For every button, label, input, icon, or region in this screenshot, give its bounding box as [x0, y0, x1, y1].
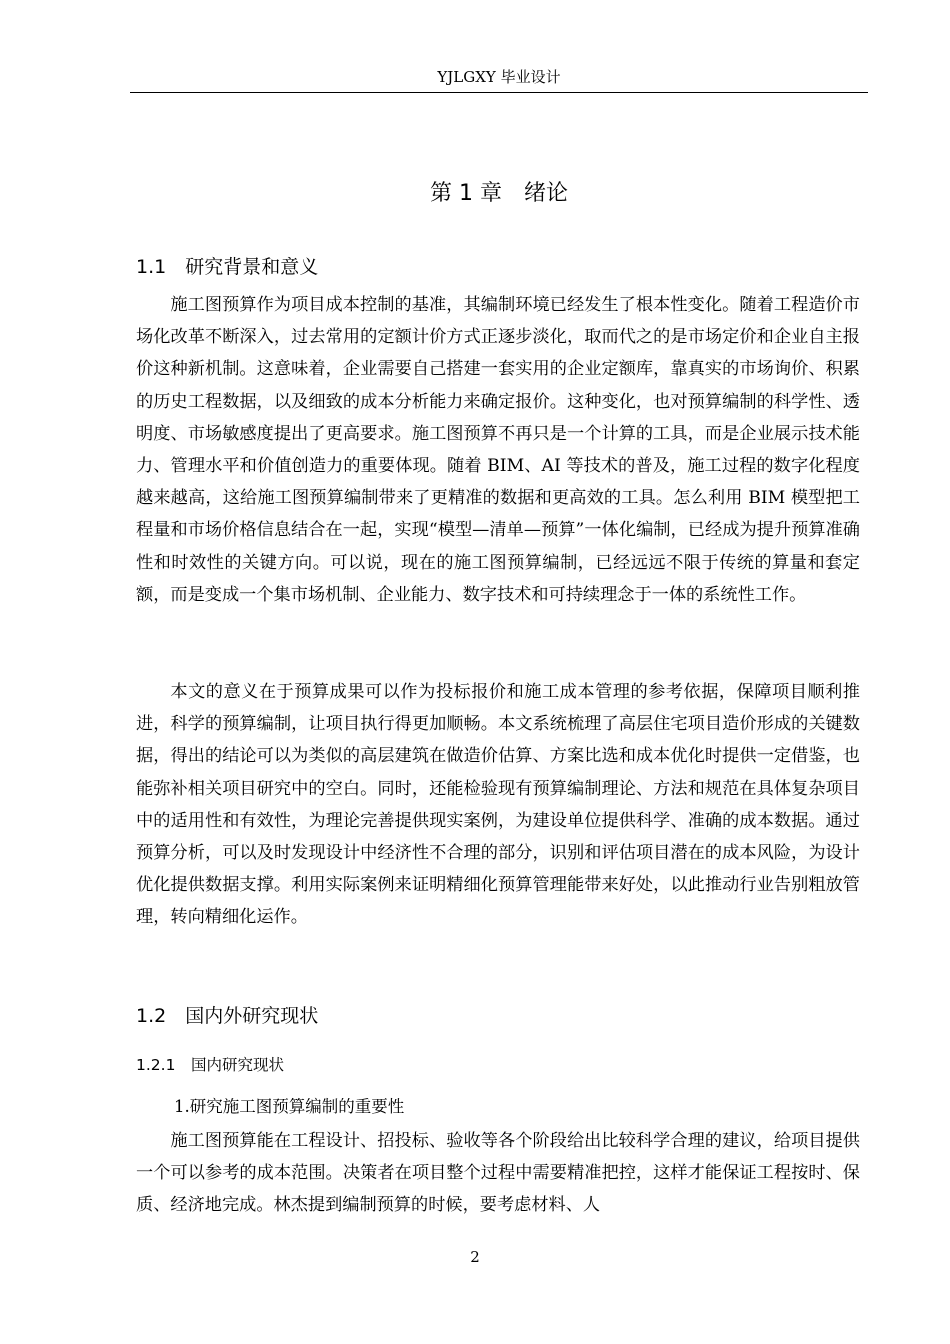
section-heading-1-2: 1.2 国内外研究现状: [136, 1005, 319, 1027]
numbered-subhead: 1.研究施工图预算编制的重要性: [174, 1097, 405, 1116]
chapter-title: 第 1 章 绪论: [430, 181, 568, 206]
page-number: 2: [470, 1248, 480, 1266]
header-text: YJLGXY 毕业设计: [437, 68, 561, 86]
paragraph-background: 施工图预算作为项目成本控制的基准，其编制环境已经发生了根本性变化。随着工程造价市场化改革不断深入，过去常用的定额计价方式正逐步淡化，取而代之的是市场定价和企业自主报价这种新机制。这意味着，企业需要自己搭建一套实用的企业定额库，靠真实的市场询价、积累的历史工程数据，以及细致的成本分析能力来确定报价。这种变化，也对预算编制的科学性、透明度、市场敏感度提出了更高要求。施工图预算不再只是一个计算的工具，而是企业展示技术能力、管理水平和价值创造力的重要体现。随着 BIM、AI 等技术的普及，施工过程的数字化程度越来越高，这给施工图预算编制带来了更精准的数据和更高效的工具。怎么利用 BIM 模型把工程量和市场价格信息结合在一起，实现“模型—清单—预算”一体化编制，已经成为提升预算准确性和时效性的关键方向。可以说，现在的施工图预算编制，已经远远不限于传统的算量和套定额，而是变成一个集市场机制、企业能力、数字技术和可持续理念于一体的系统性工作。: [136, 295, 860, 605]
paragraph-significance: 本文的意义在于预算成果可以作为投标报价和施工成本管理的参考依据，保障项目顺利推进，科学的预算编制，让项目执行得更加顺畅。本文系统梳理了高层住宅项目造价形成的关键数据，得出的结论可以为类似的高层建筑在做造价估算、方案比选和成本优化时提供一定借鉴，也能弥补相关项目研究中的空白。同时，还能检验现有预算编制理论、方法和规范在具体复杂项目中的适用性和有效性，为理论完善提供现实案例，为建设单位提供科学、准确的成本数据。通过预算分析，可以及时发现设计中经济性不合理的部分，识别和评估项目潜在的成本风险，为设计优化提供数据支撑。利用实际案例来证明精细化预算管理能带来好处，以此推动行业告别粗放管理，转向精细化运作。: [136, 682, 860, 928]
section-heading-1-1: 1.1 研究背景和意义: [136, 256, 319, 278]
subsection-heading-1-2-1: 1.2.1 国内研究现状: [136, 1056, 284, 1074]
paragraph-domestic-research: 施工图预算能在工程设计、招投标、验收等各个阶段给出比较科学合理的建议，给项目提供一个可以参考的成本范围。决策者在项目整个过程中需要精准把控，这样才能保证工程按时、保质、经济地完成。林杰提到编制预算的时候，要考虑材料、人: [136, 1131, 860, 1216]
page-header: [130, 66, 868, 93]
